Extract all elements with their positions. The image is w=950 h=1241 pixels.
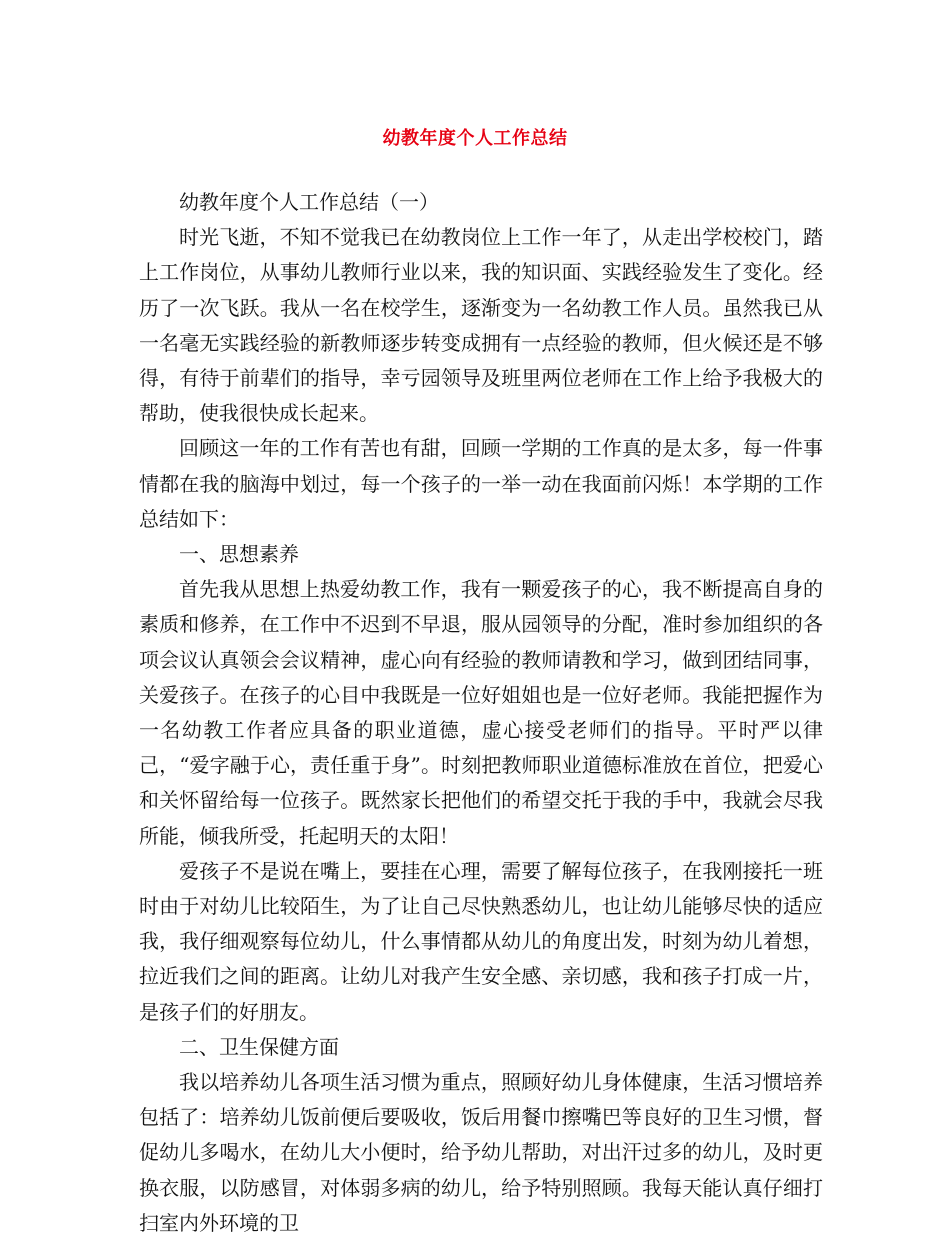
section-heading: 幼教年度个人工作总结（一） — [179, 190, 439, 214]
body-paragraph: 首先我从思想上热爱幼教工作，我有一颗爱孩子的心，我不断提高自身的素质和修养，在工作中不迟到不早退，服从园领导的分配，准时参加组织的各项会议认真领会会议精神，虚心向有经验的教师请教和学习，做到团结同事，关爱孩子。在孩子的心目中我既是一位好姐姐也是一位好老师。我能把握作为一名幼教工作者应具备的职业道德，虚心接受老师们的指导。平时严以律己，“爱字融于心，责任重于身”。时刻把教师职业道德标准放在首位，把爱心和关怀留给每一位孩子。既然家长把他们的希望交托于我的手中，我就会尽我所能，倾我所受，托起明天的太阳！ — [139, 577, 823, 848]
section-heading: 一、思想素养 — [179, 542, 299, 567]
body-paragraph: 时光飞逝，不知不觉我已在幼教岗位上工作一年了，从走出学校校门，踏上工作岗位，从事幼儿教师行业以来，我的知识面、实践经验发生了变化。经历了一次飞跃。我从一名在校学生，逐渐变为一名幼教工作人员。虽然我已从一名毫无实践经验的新教师逐步转变成拥有一点经验的教师，但火候还是不够得，有待于前辈们的指导，幸亏园领导及班里两位老师在工作上给予我极大的帮助，使我很快成长起来。 — [139, 225, 823, 426]
body-paragraph: 回顾这一年的工作有苦也有甜，回顾一学期的工作真的是太多，每一件事情都在我的脑海中划过，每一个孩子的一举一动在我面前闪烁！本学期的工作总结如下： — [139, 436, 823, 531]
section-heading: 二、卫生保健方面 — [179, 1034, 339, 1059]
body-paragraph: 爱孩子不是说在嘴上，要挂在心理，需要了解每位孩子，在我刚接托一班时由于对幼儿比较陌生，为了让自己尽快熟悉幼儿，也让幼儿能够尽快的适应我，我仔细观察每位幼儿，什么事情都从幼儿的角度出发，时刻为幼儿着想，拉近我们之间的距离。让幼儿对我产生安全感、亲切感，我和孩子打成一片，是孩子们的好朋友。 — [139, 858, 823, 1024]
document-body — [139, 185, 823, 1241]
document-title: 幼教年度个人工作总结 — [382, 128, 568, 149]
body-paragraph: 我以培养幼儿各项生活习惯为重点，照顾好幼儿身体健康，生活习惯培养包括了：培养幼儿饭前便后要吸收，饭后用餐巾擦嘴巴等良好的卫生习惯，督促幼儿多喝水，在幼儿大小便时，给予幼儿帮助，对出汗过多的幼儿，及时更换衣服，以防感冒，对体弱多病的幼儿，给予特别照顾。我每天能认真仔细打扫室内外环境的卫 — [139, 1070, 823, 1235]
